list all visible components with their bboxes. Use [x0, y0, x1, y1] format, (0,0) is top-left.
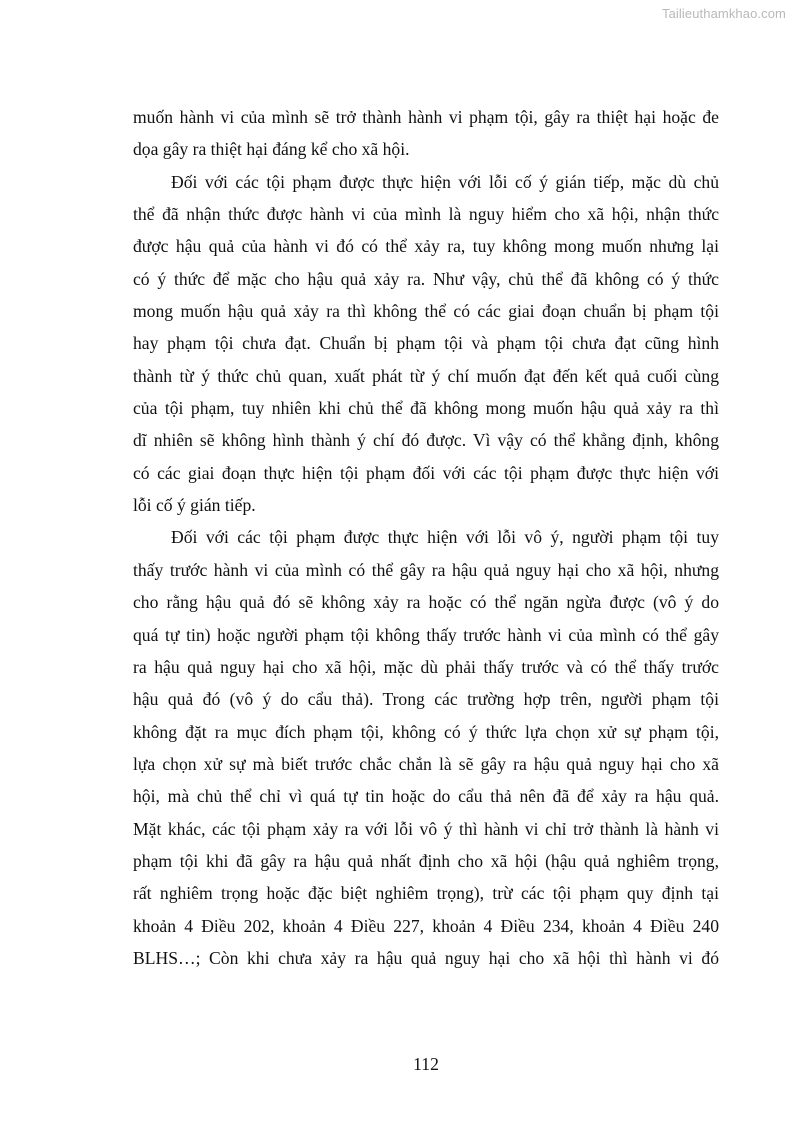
text-line: rất nghiêm trọng hoặc đặc biệt nghiêm trọng), trừ các tội phạm quy định tại	[133, 883, 719, 904]
text-line: thấy trước hành vi của mình có thể gây ra hậu quả nguy hại cho xã hội, nhưng	[133, 559, 719, 580]
text-line: Đối với các tội phạm được thực hiện với lỗi cố ý gián tiếp, mặc dù chủ	[171, 171, 719, 192]
text-line: không đặt ra mục đích phạm tội, không có ý thức lựa chọn xử sự phạm tội,	[133, 721, 719, 742]
text-line: thành từ ý thức chủ quan, xuất phát từ ý chí muốn đạt đến kết quả cuối cùng	[133, 365, 719, 386]
text-line: muốn hành vi của mình sẽ trở thành hành vi phạm tội, gây ra thiệt hại hoặc đe	[133, 107, 719, 127]
text-line: BLHS…; Còn khi chưa xảy ra hậu quả nguy hại cho xã hội thì hành vi đó	[133, 947, 719, 968]
page-number: 112	[413, 1054, 439, 1074]
text-line: có các giai đoạn thực hiện tội phạm đối với các tội phạm được thực hiện với	[133, 462, 719, 483]
text-line: có ý thức để mặc cho hậu quả xảy ra. Như vậy, chủ thể đã không có ý thức	[133, 268, 719, 289]
text-line: thể đã nhận thức được hành vi của mình là nguy hiểm cho xã hội, nhận thức	[133, 204, 719, 225]
text-line: cho rằng hậu quả đó sẽ không xảy ra hoặc có thể ngăn ngừa được (vô ý do	[133, 592, 719, 613]
text-line: được hậu quả của hành vi đó có thể xảy ra, tuy không mong muốn nhưng lại	[133, 236, 719, 257]
text-line: hay phạm tội chưa đạt. Chuẩn bị phạm tội và phạm tội chưa đạt cũng hình	[133, 333, 719, 354]
text-line: dĩ nhiên sẽ không hình thành ý chí đó được. Vì vậy có thể khẳng định, không	[133, 430, 719, 451]
text-line: lỗi cố ý gián tiếp.	[133, 495, 256, 516]
text-line: mong muốn hậu quả xảy ra thì không thể có các giai đoạn chuẩn bị phạm tội	[133, 301, 719, 322]
text-line: phạm tội khi đã gây ra hậu quả nhất định cho xã hội (hậu quả nghiêm trọng,	[133, 850, 719, 871]
text-line: hội, mà chủ thể chỉ vì quá tự tin hoặc do cẩu thả nên đã để xảy ra hậu quả.	[133, 786, 719, 807]
text-line: hậu quả đó (vô ý do cẩu thả). Trong các trường hợp trên, người phạm tội	[133, 689, 719, 710]
paragraph	[133, 166, 719, 522]
text-line: quá tự tin) hoặc người phạm tội không thấy trước hành vi của mình có thể gây	[133, 624, 719, 645]
text-line: Đối với các tội phạm được thực hiện với lỗi vô ý, người phạm tội tuy	[171, 527, 719, 548]
text-line: khoản 4 Điều 202, khoản 4 Điều 227, khoản 4 Điều 234, khoản 4 Điều 240	[133, 915, 719, 936]
paragraph	[133, 101, 719, 166]
text-line: Mặt khác, các tội phạm xảy ra với lỗi vô ý thì hành vi chỉ trở thành là hành vi	[133, 818, 719, 839]
text-line: ra hậu quả nguy hại cho xã hội, mặc dù phải thấy trước và có thể thấy trước	[133, 656, 719, 677]
text-line: của tội phạm, tuy nhiên khi chủ thể đã không mong muốn hậu quả xảy ra thì	[133, 398, 719, 419]
text-line: dọa gây ra thiệt hại đáng kể cho xã hội.	[133, 139, 410, 160]
watermark: Tailieuthamkhao.com	[661, 6, 786, 21]
text-line: lựa chọn xử sự mà biết trước chắc chắn là sẽ gây ra hậu quả nguy hại cho xã	[133, 753, 719, 774]
paragraph	[133, 521, 719, 974]
document-body	[133, 101, 719, 974]
